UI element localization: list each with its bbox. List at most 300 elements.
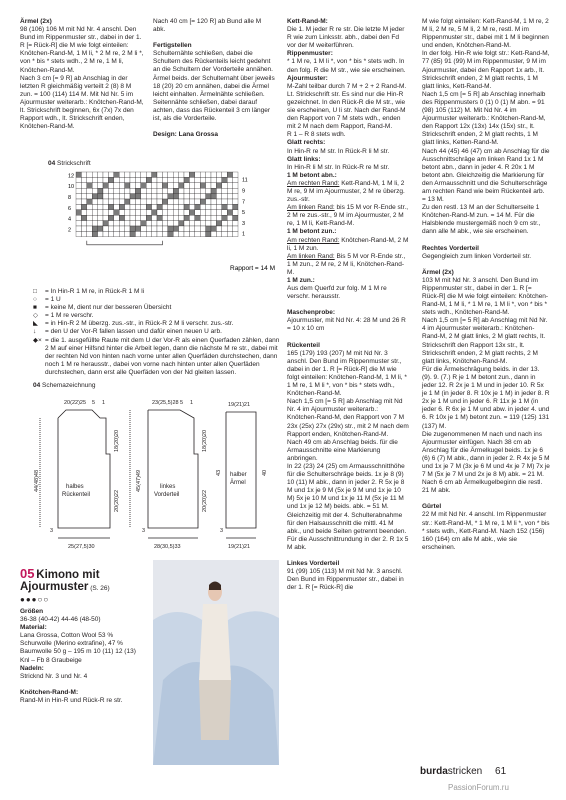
chart-cell xyxy=(76,215,81,220)
chart-cell xyxy=(168,194,173,199)
text-paragraph: M-Zahl teilbar durch 7 M + 2 + 2 Rand-M. xyxy=(287,82,407,90)
chart-cell xyxy=(211,194,216,199)
chart-cell xyxy=(206,226,211,231)
chart-cell xyxy=(200,194,205,199)
text-paragraph: 36-38 (40-42) 44-46 (48-50) xyxy=(20,616,101,624)
chart-cell xyxy=(81,199,86,204)
chart-cell xyxy=(222,226,227,231)
chart-cell xyxy=(146,204,151,209)
chart-cell xyxy=(98,183,103,188)
chart-cell xyxy=(146,183,151,188)
text-paragraph: Knötchen-Rand-M: xyxy=(20,688,79,696)
chart-cell xyxy=(130,226,135,231)
text-paragraph: Kett-Rand-M: xyxy=(287,18,328,25)
chart-cell xyxy=(103,226,108,231)
chart-cell xyxy=(119,204,124,209)
chart-cell xyxy=(146,199,151,204)
schema-title: 04 Schemazeichnung xyxy=(33,382,96,389)
model-number: 05 xyxy=(20,566,35,581)
chart-cell xyxy=(146,221,151,226)
chart-cell xyxy=(195,204,200,209)
chart-cell xyxy=(157,215,162,220)
chart-cell xyxy=(216,188,221,193)
sleeve-bottom-dim: 19(21)21 xyxy=(228,544,251,550)
model-photo xyxy=(153,560,279,765)
brand-name-2: stricken xyxy=(447,766,483,777)
chart-cell xyxy=(119,221,124,226)
chart-cell xyxy=(81,177,86,182)
chart-cell xyxy=(162,188,167,193)
chart-cell xyxy=(103,183,108,188)
chart-cell xyxy=(87,183,92,188)
chart-cell xyxy=(189,199,194,204)
chart-cell xyxy=(135,199,140,204)
chart-cell xyxy=(114,204,119,209)
chart-cell xyxy=(141,194,146,199)
chart-cell xyxy=(184,188,189,193)
rapport-label: Rapport = 14 M xyxy=(230,265,275,272)
text-paragraph: 1 M betont abn.: xyxy=(287,171,337,179)
chart-cell xyxy=(184,177,189,182)
chart-cell xyxy=(135,172,140,177)
sleeve-right-dim: 40 xyxy=(262,469,268,476)
chart-cell xyxy=(119,177,124,182)
text-paragraph: Nach 3 cm [= 9 R] ab Anschlag in der letzten R gleichmäßig verteilt 2 (8) 8 M zun. = 100 (114) 114 M. Mit Nd Nr. 5 im Ajourmuster weiterarb.: Knötchen-Rand-M, lt. Strickschrift beginnen, 6x (7x) 7x den Rapport wdh., lt. Strickschrift enden, Knötchen-Rand-M. xyxy=(20,74,144,131)
chart-cell xyxy=(98,204,103,209)
text-paragraph: Ajourmuster, mit Nd Nr. 4: 28 M und 26 R = 10 x 10 cm xyxy=(287,317,406,333)
chart-cell xyxy=(184,210,189,215)
chart-cell xyxy=(141,177,146,182)
chart-cell xyxy=(227,172,232,177)
chart-cell xyxy=(135,204,140,209)
chart-cell xyxy=(114,231,119,236)
chart-cell xyxy=(206,194,211,199)
chart-cell xyxy=(168,210,173,215)
chart-cell xyxy=(206,188,211,193)
text-paragraph: Rückenteil xyxy=(287,341,320,349)
chart-cell xyxy=(98,221,103,226)
chart-cell xyxy=(189,177,194,182)
chart-cell xyxy=(87,221,92,226)
chart-row-label-right: 11 xyxy=(242,177,248,184)
chart-cell xyxy=(130,172,135,177)
symbol-legend xyxy=(33,288,281,377)
chart-cell xyxy=(130,210,135,215)
chart-cell xyxy=(206,221,211,226)
chart-cell xyxy=(179,183,184,188)
chart-cell xyxy=(98,188,103,193)
text-inline: Kett-Rand-M, 1 M li, 2 M re, 9 M im Ajourmuster, 2 M re überzg. zus.-str. xyxy=(287,179,405,204)
chart-cell xyxy=(76,194,81,199)
text-paragraph: Ärmel (2x) xyxy=(422,268,454,276)
chart-cell xyxy=(184,194,189,199)
chart-cell xyxy=(206,231,211,236)
chart-cell xyxy=(92,231,97,236)
chart-cell xyxy=(130,204,135,209)
text-paragraph: In Hin-R li M str. In Rück-R re M str. xyxy=(287,163,390,171)
legend-symbol-icon: ↓ xyxy=(33,328,37,336)
chart-cell xyxy=(103,194,108,199)
chart-cell xyxy=(125,231,130,236)
chart-cell xyxy=(162,194,167,199)
chart-cell xyxy=(195,231,200,236)
chart-cell xyxy=(108,226,113,231)
chart-cell xyxy=(233,226,238,231)
chart-cell xyxy=(157,204,162,209)
chart-cell xyxy=(92,194,97,199)
chart-cell xyxy=(162,210,167,215)
chart-cell xyxy=(130,215,135,220)
chart-cell xyxy=(81,172,86,177)
chart-cell xyxy=(81,226,86,231)
chart-cell xyxy=(119,231,124,236)
chart-cell xyxy=(179,226,184,231)
chart-cell xyxy=(162,204,167,209)
text-inline: bis 15 M vor R-Ende str., 2 M re zus.-str., 9 M im Ajourmuster, 2 M re, 1 M li, Kett-Rand-M. xyxy=(287,204,409,228)
chart-cell xyxy=(98,231,103,236)
chart-cell xyxy=(189,204,194,209)
chart-cell xyxy=(184,231,189,236)
chart-cell xyxy=(157,172,162,177)
chart-cell xyxy=(76,188,81,193)
chart-cell xyxy=(76,177,81,182)
text-inline: Knötchen-Rand-M, 2 M li, 1 M zun. xyxy=(287,236,409,252)
text-paragraph: Rand-M in Hin-R und Rück-R re str. xyxy=(20,696,123,704)
legend-text: = keine M, dient nur der besseren Übersicht xyxy=(45,304,172,312)
legend-row xyxy=(33,288,281,296)
chart-cell xyxy=(114,183,119,188)
chart-cell xyxy=(200,204,205,209)
back-bottom-dim: 25(27,5)30 xyxy=(68,544,95,550)
chart-row-label-right: 1 xyxy=(242,231,246,238)
chart-cell xyxy=(222,204,227,209)
chart-row-label-right: 3 xyxy=(242,220,246,227)
legend-row xyxy=(33,304,281,312)
chart-cell xyxy=(195,210,200,215)
chart-cell xyxy=(119,172,124,177)
legend-symbol-icon: ■ xyxy=(33,304,37,312)
back-piece-outline xyxy=(58,410,110,528)
chart-cell xyxy=(233,172,238,177)
chart-cell xyxy=(98,194,103,199)
text-paragraph: 1 M betont zun.: xyxy=(287,228,337,236)
chart-cell xyxy=(162,226,167,231)
chart-cell xyxy=(98,210,103,215)
chart-cell xyxy=(76,172,81,177)
chart-cell xyxy=(216,221,221,226)
chart-cell xyxy=(173,177,178,182)
chart-cell xyxy=(206,204,211,209)
chart-cell xyxy=(152,194,157,199)
chart-cell xyxy=(211,172,216,177)
text-paragraph: Nach 1,5 cm [= 5 R] ab Anschlag mit Nd Nr. 4 im Ajourmuster weiterarb.: Knötchen-Rand-M, den Rapport von 7 M 23x (25x) 27x (29x) str., mit 2 M nach dem Rapport enden, Knötchen-Rand-M. xyxy=(287,398,409,438)
chart-cell xyxy=(146,188,151,193)
back-left-dim: 44(48)48 xyxy=(34,469,40,492)
chart-cell xyxy=(130,231,135,236)
front-side-dim: 18(20)20 xyxy=(202,429,208,452)
text-paragraph: Nach 1,5 cm [= 5 R] ab Anschlag innerhalb des Rippenmusters 0 (1) 0 (1) M abn. = 91 (98) 105 (112) M. Mit Nd Nr. 4 im Ajourmuster weiterarb.: Knötchen-Rand-M, den Rapport 12x (13x) 14x (15x) str., lt. Strickschrift enden, 2 M glatt rechts, 1 M glatt links, Ketten-Rand-M. xyxy=(422,90,546,147)
text-paragraph: Am linken Rand: bis 15 M vor R-Ende str., 2 M re zus.-str., 9 M im Ajourmuster, 2 M re, 1 M li, Kett-Rand-M. xyxy=(287,204,409,228)
chart-cell xyxy=(233,231,238,236)
chart-cell xyxy=(125,215,130,220)
chart-cell xyxy=(92,172,97,177)
chart-cell xyxy=(206,177,211,182)
chart-cell xyxy=(189,172,194,177)
model-details xyxy=(20,608,144,705)
chart-cell xyxy=(173,199,178,204)
chart-cell xyxy=(173,210,178,215)
chart-cell xyxy=(206,210,211,215)
chart-cell xyxy=(81,231,86,236)
chart-cell xyxy=(135,221,140,226)
text-paragraph: Design: Lana Grossa xyxy=(153,131,219,139)
chart-row-label-left: 10 xyxy=(68,184,75,191)
text-paragraph: 22 M mit Nd Nr. 4 anschl. Im Rippenmuster str.: Kett-Rand-M, * 1 M re, 1 M li *, von * bis * stets wdh., Kett-Rand-M. Nach 152 (156) 160 (164) cm alle M abk., wie sie erscheinen. xyxy=(422,511,550,551)
chart-cell xyxy=(92,221,97,226)
text-paragraph: Maschenprobe: xyxy=(287,309,336,317)
chart-cell xyxy=(125,172,130,177)
model-ref: (S. 26) xyxy=(90,585,110,593)
back-top-dim-3: 1 xyxy=(102,400,106,406)
chart-cell xyxy=(222,221,227,226)
chart-cell xyxy=(195,172,200,177)
text-paragraph: In der folg. Hin-R wie folgt str.: Kett-Rand-M, 77 (85) 91 (99) M im Rippenmuster, 9 M im Ajourmuster, dabei den Rapport 1x arb., lt. Strickschrift enden, 2 M glatt rechts, 1 M glatt links, Kett-Rand-M. xyxy=(422,50,550,90)
text-paragraph: In Hin-R re M str. In Rück-R li M str. xyxy=(287,147,390,155)
chart-cell xyxy=(141,183,146,188)
sleeve-piece-outline xyxy=(226,412,256,528)
chart-cell xyxy=(141,231,146,236)
chart-cell xyxy=(189,226,194,231)
chart-cell xyxy=(81,221,86,226)
chart-cell xyxy=(222,199,227,204)
chart-cell xyxy=(162,172,167,177)
chart-cell xyxy=(216,226,221,231)
chart-cell xyxy=(216,172,221,177)
chart-cell xyxy=(216,204,221,209)
chart-cell xyxy=(119,188,124,193)
chart-cell xyxy=(206,183,211,188)
chart-cell xyxy=(125,177,130,182)
chart-cell xyxy=(125,199,130,204)
chart-cell xyxy=(125,221,130,226)
chart-cell xyxy=(206,215,211,220)
chart-cell xyxy=(179,231,184,236)
chart-cell xyxy=(168,177,173,182)
chart-cell xyxy=(87,194,92,199)
chart-cell xyxy=(98,172,103,177)
chart-cell xyxy=(227,194,232,199)
chart-cell xyxy=(179,199,184,204)
chart-cell xyxy=(114,215,119,220)
chart-cell xyxy=(173,183,178,188)
chart-cell xyxy=(168,183,173,188)
chart-cell xyxy=(195,177,200,182)
chart-cell xyxy=(76,199,81,204)
text-paragraph: Material: xyxy=(20,624,47,632)
chart-cell xyxy=(152,226,157,231)
chart-cell xyxy=(179,194,184,199)
text-paragraph: Schulternähte schließen, dabei die Schultern des Rückenteils leicht gedehnt an die Schultern der Vorderteile annähen. Ärmel beids. der Schulternaht über jeweils 18 (20) 20 cm annähen, dabei die Ärmel leicht einhalten. Ärmelnähte schließen. Seitennähte schließen, dabei darauf achten, dass das Rückenteil 3 cm länger ist, als die Vorderteile. xyxy=(153,50,275,123)
legend-row xyxy=(33,296,281,304)
chart-cell xyxy=(216,183,221,188)
chart-cell xyxy=(222,194,227,199)
chart-cell xyxy=(157,188,162,193)
chart-cell xyxy=(211,204,216,209)
sleeve-label: halber xyxy=(230,472,247,478)
sleeve-bottom-dim-2: 3 xyxy=(220,528,224,534)
chart-row-label-right: 7 xyxy=(242,199,246,206)
chart-cell xyxy=(141,199,146,204)
legend-text: = in Hin-R 2 M überzg. zus.-str., in Rück-R 2 M li verschr. zus.-str. xyxy=(45,320,234,328)
chart-cell xyxy=(92,199,97,204)
text-paragraph: Lana Grossa, Cotton Wool 53 % Schurwolle (Merino extrafine), 47 % Baumwolle 50 g – 195 m 10 (11) 12 (13) Knl – Fb 8 Graubeige xyxy=(20,632,136,664)
chart-cell xyxy=(157,183,162,188)
legend-symbol-icon: ◇ xyxy=(33,312,38,320)
chart-cell xyxy=(200,199,205,204)
chart-cell xyxy=(135,177,140,182)
text-paragraph: Die zugenommenen M nach und nach ins Ajourmuster einfügen. Nach 38 cm ab Anschlag für die Ärmelkugel beids. 1x je 6 (6) 6 (7) M abk., dann in jeder 2. R 4x je 5 M und 1x je 7 M (3x je 6 M und 4x je 7 M) 7x je 7 M (5x je 7 M und 2x je 8 M) abk. = 21 M. xyxy=(422,430,550,479)
chart-cell xyxy=(173,221,178,226)
chart-cell xyxy=(157,221,162,226)
chart-cell xyxy=(173,194,178,199)
schema-drawing xyxy=(30,392,280,552)
chart-cell xyxy=(211,221,216,226)
legend-text: = 1 M re verschr. xyxy=(45,312,94,320)
text-paragraph: Zu den restl. 13 M an der Schulterseite 1 Knötchen-Rand-M zun. = 14 M. Für die Halsblende mustergemäß noch 9 cm str., dann alle M abk., wie sie erscheinen. xyxy=(422,204,541,236)
chart-cell xyxy=(162,215,167,220)
chart-row-label-left: 2 xyxy=(68,227,72,234)
chart-cell xyxy=(135,183,140,188)
text-paragraph: Für die Ärmelschrägung beids. in der 13. (9). 9. (7.) R je 1 M betont zun., dann in jeder 12. R 2x je 1 M und in jeder 10. R 5x je 1 M (in jeder 8. R 10x je 1 M) in jeder 8. R 2x je 1 M und in jeder 6. R 11x je 1 M (in jeder 6. R 6x je 1 M und abw. in jeder 4. und 6. R 10x je 1 M) betont zun. = 119 (125) 131 (137) M. xyxy=(422,365,550,430)
chart-cell xyxy=(108,188,113,193)
chart-cell xyxy=(162,231,167,236)
text-paragraph: Nach 40 cm [= 120 R] ab Bund alle M abk. xyxy=(153,18,262,34)
chart-cell xyxy=(162,183,167,188)
chart-cell xyxy=(233,199,238,204)
chart-cell xyxy=(108,221,113,226)
chart-cell xyxy=(103,231,108,236)
chart-cell xyxy=(168,172,173,177)
chart-cell xyxy=(114,194,119,199)
back-side-dim-2: 20(20)22 xyxy=(114,489,120,512)
difficulty-dots: ●●●○○ xyxy=(20,595,50,605)
chart-row-label-left: 4 xyxy=(68,216,72,223)
chart-cell xyxy=(87,226,92,231)
text-paragraph: Größen xyxy=(20,608,44,615)
chart-cell xyxy=(184,172,189,177)
text-paragraph: Am rechten Rand: Kett-Rand-M, 1 M li, 2 M re, 9 M im Ajourmuster, 2 M re überzg. zus.-str. xyxy=(287,179,405,204)
text-paragraph: M wie folgt einteilen: Kett-Rand-M, 1 M re, 2 M li, 2 M re, 5 M li, 2 M re, restl. M im Rippenmuster str., dabei mit 1 M li beginnen und enden, Knötchen-Rand-M. xyxy=(422,18,549,50)
chart-cell xyxy=(222,188,227,193)
chart-cell xyxy=(211,199,216,204)
text-paragraph: 103 M mit Nd Nr. 3 anschl. Den Bund im Rippenmuster str., dabei in der 1. R [= Rück-R] die M wie folgt einteilen: Knötchen-Rand-M, 1 M li, * 1 M re, 1 M li *, von * bis * stets wdh., Knötchen-Rand-M. xyxy=(422,276,549,317)
chart-cell xyxy=(227,231,232,236)
back-side-dim: 18(20)20 xyxy=(114,429,120,452)
chart-cell xyxy=(200,215,205,220)
text-inline: Bis 5 M vor R-Ende str., 1 M zun., 2 M re, 2 M li, Knötchen-Rand-M. xyxy=(287,252,406,276)
chart-cell xyxy=(211,188,216,193)
chart-cell xyxy=(76,210,81,215)
text-paragraph: Gleichzeitig mit der 4. Schulterabnahme für den Halsausschnitt die mittl. 41 M abk., und beide Seiten getrennt beenden. Für die Ausschnittrundung in der 2. R 1x 5 M abk. xyxy=(287,511,409,551)
front-top-dim-2: 5 xyxy=(180,400,184,406)
chart-cell xyxy=(146,226,151,231)
chart-cell xyxy=(76,204,81,209)
chart-cell xyxy=(222,172,227,177)
model-title: Kimono mit Ajourmuster xyxy=(20,569,100,594)
chart-cell xyxy=(211,231,216,236)
chart-cell xyxy=(87,188,92,193)
text-paragraph: * 1 M re, 1 M li *, von * bis * stets wdh. In den folg. R die M str., wie sie erscheinen. xyxy=(287,58,406,74)
chart-row-label-left: 6 xyxy=(68,205,72,212)
chart-cell xyxy=(157,177,162,182)
chart-cell xyxy=(184,226,189,231)
chart-cell xyxy=(92,210,97,215)
chart-cell xyxy=(173,188,178,193)
text-paragraph: Glatt links: xyxy=(287,155,321,163)
chart-row-label-right: 9 xyxy=(242,188,246,195)
chart-cell xyxy=(168,221,173,226)
text-paragraph: Die 1. M jeder R re str. Die letzte M jeder R wie zum Linksstr. abh., dabei den Fd vor der M weiterführen. xyxy=(287,26,405,50)
text-paragraph: Nach 49 cm ab Anschlag beids. für die Armausschnitte eine Markierung anbringen. xyxy=(287,438,398,462)
front-bottom-dim: 28(30,5)33 xyxy=(154,544,181,550)
chart-cell xyxy=(227,221,232,226)
chart-cell xyxy=(179,172,184,177)
chart-row-label-left: 12 xyxy=(68,173,75,180)
chart-cell xyxy=(206,199,211,204)
chart-grid xyxy=(68,172,248,245)
text-paragraph: Nach 44 (45) 46 (47) cm ab Anschlag für die Ausschnittschräge am linken Rand 1x 1 M betont abn., dann in jeder 4. R 20x 1 M betont abn. Gleichzeitig die Markierung für den Armausschnitt und die Schulterschräge am rechten Rand wie beim Rückenteil arb. = 13 M. xyxy=(422,147,550,204)
chart-cell xyxy=(130,194,135,199)
chart-cell xyxy=(211,215,216,220)
chart-cell xyxy=(81,210,86,215)
sleeve-label-2: Ärmel xyxy=(230,480,246,486)
model-header xyxy=(20,566,152,605)
chart-cell xyxy=(168,188,173,193)
text-paragraph: Gegengleich zum linken Vorderteil str. xyxy=(422,252,532,260)
chart-cell xyxy=(108,194,113,199)
chart-cell xyxy=(157,199,162,204)
chart-cell xyxy=(195,199,200,204)
chart-cell xyxy=(114,199,119,204)
text-paragraph: Am rechten Rand: Knötchen-Rand-M, 2 M li, 1 M zun. xyxy=(287,236,409,252)
chart-cell xyxy=(200,210,205,215)
column-2 xyxy=(153,18,275,139)
watermark: PassionForum.ru xyxy=(448,783,509,792)
chart-cell xyxy=(103,177,108,182)
chart-cell xyxy=(146,177,151,182)
front-side-dim-2: 20(20)22 xyxy=(202,489,208,512)
column-4 xyxy=(422,18,550,552)
chart-cell xyxy=(152,231,157,236)
chart-row-label-right: 5 xyxy=(242,210,246,217)
chart-cell xyxy=(216,199,221,204)
chart-cell xyxy=(81,215,86,220)
chart-cell xyxy=(195,194,200,199)
chart-cell xyxy=(87,231,92,236)
chart-cell xyxy=(168,204,173,209)
chart-cell xyxy=(222,210,227,215)
legend-row xyxy=(33,320,281,328)
chart-cell xyxy=(98,215,103,220)
text-paragraph: 1 M zun.: xyxy=(287,277,315,284)
chart-cell xyxy=(103,215,108,220)
chart-cell xyxy=(135,188,140,193)
chart-cell xyxy=(119,210,124,215)
chart-cell xyxy=(108,172,113,177)
chart-cell xyxy=(76,231,81,236)
chart-cell xyxy=(108,215,113,220)
chart-cell xyxy=(108,199,113,204)
